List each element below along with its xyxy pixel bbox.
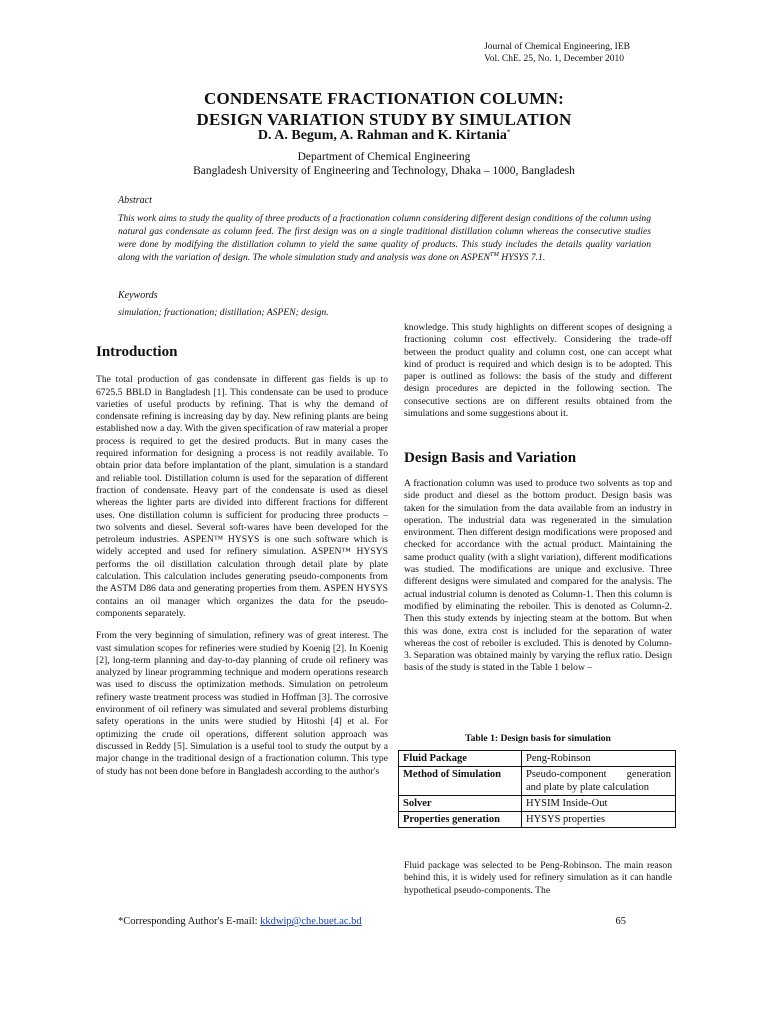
table-key: Solver [399,796,522,812]
keywords-text: simulation; fractionation; distillation; ASPEN; design. [118,307,329,318]
table-value: Pseudo-component generation and plate by plate calculation [522,767,676,796]
intro-paragraph-2: From the very beginning of simulation, refinery was of great interest. The vast simulation scopes for refineries were studied by Koenig [2]. In Koenig [2], long-term planning and day-to-day planning of crude oil refinery was analyzed by linear programming technique and modern operations research was used to discuss the optimization methods. Simulation on petroleum refinery waste treatment process was studied in Hoffman [3]. The corrosive environment of oil refinery was simulated and several problems disturbing safety operations in the units were studied by Hitoshi [4] et al. For optimizing the crude oil operations, different solution approach was discussed in Reddy [5]. Simulation is a useful tool to study the output by a major change in the traditional design of a fractionation column. This type of study has not been done before in Bangladesh according to the author's [96,630,388,777]
table-row [399,767,676,796]
table-value: HYSIM Inside-Out [522,796,676,812]
table-row [399,796,676,812]
affiliation [0,150,768,178]
title-line-1: CONDENSATE FRACTIONATION COLUMN: [204,89,564,108]
introduction-heading: Introduction [96,344,178,360]
table-caption: Table 1: Design basis for simulation [465,733,611,744]
design-basis-heading: Design Basis and Variation [404,450,577,466]
author-email-link[interactable]: kkdwip@che.buet.ac.bd [260,916,362,927]
title-line-2: DESIGN VARIATION STUDY BY SIMULATION [196,110,572,129]
table-value: HYSYS properties [522,812,676,828]
authors-text: D. A. Begum, A. Rahman and K. Kirtania [257,128,507,143]
abstract-text [118,212,651,264]
design-basis-table [398,750,676,828]
paper-title [0,88,768,130]
abstract-heading: Abstract [118,195,152,206]
design-basis-paragraph: A fractionation column was used to produce two solvents as top and side product and diesel as the bottom product. Design basis was taken for the simulation from the data available from an industry in operation. The industrial data was regenerated in the simulation environment. Then different design modifications were proposed and checked for accordance with the actual product. Maintaining the same product quality (with a slight variation), different modifications was studied. The modifications are unique and exclusive. Three different designs were simulated and compared for the analysis. The actual industrial column is denoted as Column-1. Then this column is modified by eliminating the reboiler. This is denoted as Column-2. Then this study extends by injecting steam at the bottom. But when this was done, extra cost is included for the separation of water whereas the cost of reboiler is excluded. This is denoted by Column-3. Separation was obtained mainly by varying the reflux ratio. Design basis of the study is stated in the Table 1 below – [404,478,672,674]
corresponding-author-note [118,916,362,927]
abstract-main: This work aims to study the quality of three products of a fractionation column considering different design conditions of the column using natural gas condensate as column feed. The first design was on a single traditional distillation column whereas the consecutive studies were done by modifying the distillation column to yield the same quality of products. This study includes the details quality variation along with the variation of design. The whole simulation study and analysis was done on ASPEN [118,213,651,263]
table-key: Method of Simulation [399,767,522,796]
page-number: 65 [615,916,626,927]
keywords-heading: Keywords [118,290,158,301]
intro-paragraph-1: The total production of gas condensate in different gas fields is up to 6725.5 BBLD in Bangladesh [1]. This condensate can be used to produce varieties of useful products by refining. That is why the demand of condensate refining is increasing day by day. New refining plants are being established now a day. With the given specification of raw material a proper process is required to get the desired products. But in many cases the required information for designing a process is not readily available. To obtain prior data before implantation of the plant, simulation is a standard and reliable tool. Distillation column is used for the separation of different fraction of condensate. Heavy part of the condensate is used as diesel whereas the lighter parts are divided into different fractions for different uses. One distillation column is sufficient for producing three products – two solvents and diesel. Several soft-wares have been developed for the petroleum industries. ASPEN™ HYSYS is one such software which is widely accepted and used for refinery simulation. ASPEN™ HYSYS performs the oil distillation calculation through detail plate by plate calculation. This calculation includes generating pseudo-components from the ASTM D86 data and generating properties from them. ASPEN HYSYS contains an oil manager which organizes the data for the pseudo-components separately. [96,374,388,619]
university: Bangladesh University of Engineering and Technology, Dhaka – 1000, Bangladesh [193,165,575,177]
right-column-bottom [404,860,672,907]
footnote-label: *Corresponding Author's E-mail: [118,916,261,927]
table-value: Peng-Robinson [522,751,676,767]
journal-volume: Vol. ChE. 25, No. 1, December 2010 [484,54,625,64]
table-row [399,751,676,767]
fluid-package-paragraph: Fluid package was selected to be Peng-Robinson. The main reason behind this, it is widely used for refinery simulation as it can handle hypothetical pseudo-components. The [404,860,672,896]
table-key: Properties generation [399,812,522,828]
table-row [399,812,676,828]
corresponding-mark: * [506,128,511,136]
table-key: Fluid Package [399,751,522,767]
right-column-top [404,322,672,430]
design-basis-section [404,478,672,685]
journal-header [484,41,630,65]
abstract-end: HYSYS 7.1. [498,252,546,263]
abstract-tm: TM [489,250,499,258]
journal-name: Journal of Chemical Engineering, IEB [484,42,630,52]
left-column [96,346,388,788]
author-list [0,128,768,144]
department: Department of Chemical Engineering [297,151,471,163]
intro-continuation: knowledge. This study highlights on different scopes of designing a fractioning column cost effectively. Considering the trade-off between the product quality and column cost, one can accept what kind of product is required and which design is to be adopted. This paper is outlined as follows: the basis of the study and different design procedures are depicted in the following section. The consecutive sections are on different results obtained from the simulations and some suggestions about it. [404,322,672,420]
